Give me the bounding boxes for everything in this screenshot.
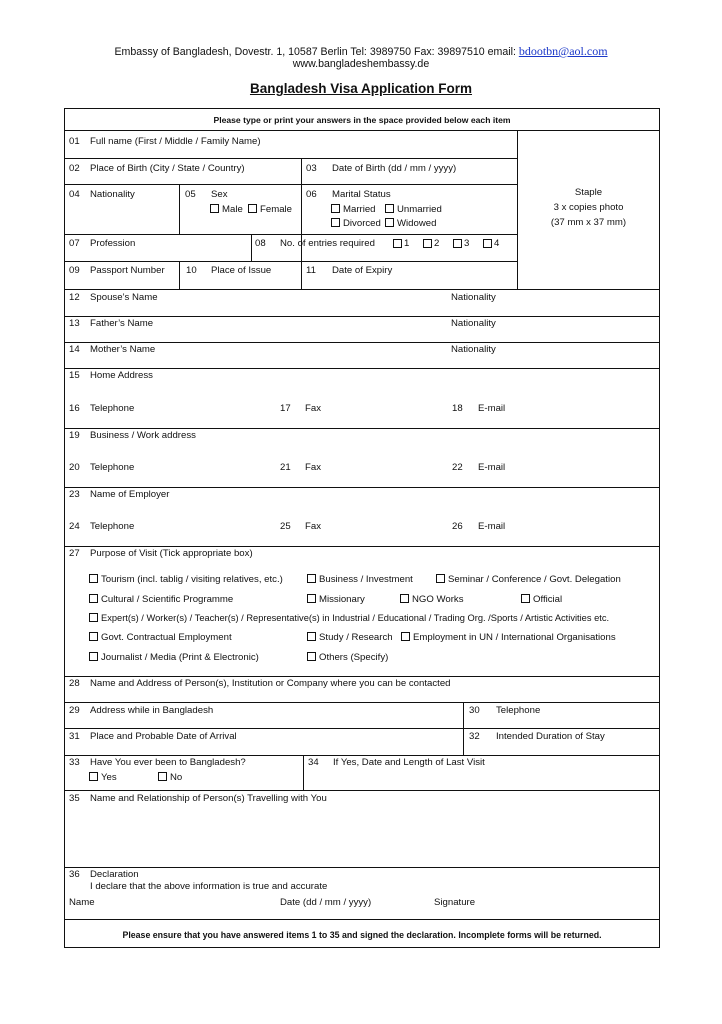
embassy-address-text: Embassy of Bangladesh, Dovestr. 1, 10587 Berlin Tel: 3989750 Fax: 39897510 email: [114, 46, 519, 58]
checkbox-experts[interactable] [89, 613, 98, 622]
label-journalist: Journalist / Media (Print & Electronic) [101, 652, 259, 663]
field-33-num: 33 [69, 757, 80, 768]
field-33-label: Have You ever been to Bangladesh? [90, 757, 246, 768]
field-24-num: 24 [69, 521, 80, 532]
field-17-num: 17 [280, 403, 291, 414]
field-26-label: E-mail [478, 521, 506, 532]
checkbox-unmarried[interactable] [385, 204, 394, 213]
field-14-nationality: Nationality [451, 344, 496, 355]
field-15-num: 15 [69, 370, 80, 381]
checkbox-un-employment[interactable] [401, 632, 410, 641]
divider [65, 342, 659, 343]
divider [65, 316, 659, 317]
checkbox-cultural[interactable] [89, 594, 98, 603]
email-link[interactable]: bdootbn@aol.com [518, 44, 608, 58]
label-entries-4: 4 [494, 238, 500, 249]
field-07-num: 07 [69, 238, 80, 249]
field-11-label: Date of Expiry [332, 265, 393, 276]
field-31-num: 31 [69, 731, 80, 742]
checkbox-seminar[interactable] [436, 574, 445, 583]
field-30-num: 30 [469, 705, 480, 716]
divider [65, 676, 659, 677]
divider [65, 234, 517, 235]
field-09-label: Passport Number [90, 265, 165, 276]
divider [65, 728, 659, 729]
checkbox-male[interactable] [210, 204, 219, 213]
field-06-label: Marital Status [332, 189, 391, 200]
field-12-nationality: Nationality [451, 292, 496, 303]
field-27-label: Purpose of Visit (Tick appropriate box) [90, 548, 253, 559]
divider [65, 289, 659, 290]
checkbox-entries-1[interactable] [393, 239, 402, 248]
checkbox-female[interactable] [248, 204, 257, 213]
label-tourism: Tourism (incl. tablig / visiting relatives, etc.) [101, 574, 283, 585]
field-14-num: 14 [69, 344, 80, 355]
checkbox-entries-4[interactable] [483, 239, 492, 248]
label-official: Official [533, 594, 563, 605]
field-29-label: Address while in Bangladesh [90, 705, 214, 716]
field-36-num: 36 [69, 869, 80, 880]
field-12-num: 12 [69, 292, 80, 303]
field-14-label: Mother’s Name [90, 344, 156, 355]
declaration-date: Date (dd / mm / yyyy) [280, 897, 372, 908]
field-22-num: 22 [452, 462, 463, 473]
field-19-num: 19 [69, 430, 80, 441]
field-16-label: Telephone [90, 403, 135, 414]
field-02-label: Place of Birth (City / State / Country) [90, 163, 245, 174]
field-18-label: E-mail [478, 403, 506, 414]
field-28-num: 28 [69, 678, 80, 689]
divider [65, 261, 517, 262]
label-govt-contractual: Govt. Contractual Employment [101, 632, 232, 643]
field-20-num: 20 [69, 462, 80, 473]
divider [463, 702, 464, 755]
checkbox-ngo[interactable] [400, 594, 409, 603]
checkbox-entries-3[interactable] [453, 239, 462, 248]
label-married: Married [343, 204, 376, 215]
label-divorced: Divorced [343, 218, 381, 229]
label-cultural: Cultural / Scientific Programme [101, 594, 234, 605]
label-unmarried: Unmarried [397, 204, 442, 215]
embassy-address [0, 44, 722, 59]
field-29-num: 29 [69, 705, 80, 716]
field-21-label: Fax [305, 462, 321, 473]
field-11-num: 11 [306, 265, 316, 276]
divider [65, 867, 659, 868]
label-missionary: Missionary [319, 594, 365, 605]
label-entries-3: 3 [464, 238, 470, 249]
checkbox-govt-contractual[interactable] [89, 632, 98, 641]
field-02-num: 02 [69, 163, 80, 174]
field-17-label: Fax [305, 403, 321, 414]
field-13-num: 13 [69, 318, 80, 329]
label-un-employment: Employment in UN / International Organisations [413, 632, 616, 643]
divider [251, 234, 252, 261]
checkbox-entries-2[interactable] [423, 239, 432, 248]
field-30-label: Telephone [496, 705, 541, 716]
label-study: Study / Research [319, 632, 393, 643]
field-01-label: Full name (First / Middle / Family Name) [90, 136, 261, 147]
divider [65, 546, 659, 547]
field-07-label: Profession [90, 238, 136, 249]
label-entries-1: 1 [404, 238, 410, 249]
field-16-num: 16 [69, 403, 80, 414]
checkbox-missionary[interactable] [307, 594, 316, 603]
field-27-num: 27 [69, 548, 80, 559]
photo-label-copies: 3 x copies photo [553, 202, 624, 213]
divider [65, 428, 659, 429]
field-21-num: 21 [280, 462, 291, 473]
field-10-label: Place of Issue [211, 265, 272, 276]
label-ngo: NGO Works [412, 594, 464, 605]
field-05-num: 05 [185, 189, 196, 200]
checkbox-study[interactable] [307, 632, 316, 641]
divider [303, 755, 304, 790]
divider [65, 487, 659, 488]
footer-notice: Please ensure that you have answered items 1 to 35 and signed the declaration. Incomplete forms will be returned. [122, 930, 602, 940]
divider [65, 158, 517, 159]
divider [65, 368, 659, 369]
declaration-signature: Signature [434, 897, 476, 908]
field-24-label: Telephone [90, 521, 135, 532]
divider [179, 184, 180, 234]
form-title: Bangladesh Visa Application Form [249, 81, 473, 96]
declaration-text: I declare that the above information is true and accurate [90, 881, 328, 892]
visa-form [64, 108, 660, 948]
divider [301, 261, 302, 289]
field-10-num: 10 [186, 265, 197, 276]
checkbox-tourism[interactable] [89, 574, 98, 583]
checkbox-official[interactable] [521, 594, 530, 603]
field-04-label: Nationality [90, 189, 135, 200]
field-15-label: Home Address [90, 370, 153, 381]
checkbox-divorced[interactable] [331, 218, 340, 227]
checkbox-married[interactable] [331, 204, 340, 213]
field-23-num: 23 [69, 489, 80, 500]
field-22-label: E-mail [478, 462, 506, 473]
checkbox-business[interactable] [307, 574, 316, 583]
label-male: Male [222, 204, 243, 215]
field-35-label: Name and Relationship of Person(s) Travelling with You [90, 793, 327, 804]
checkbox-visited-no[interactable] [158, 772, 167, 781]
field-32-label: Intended Duration of Stay [496, 731, 605, 742]
photo-label-staple: Staple [574, 187, 603, 198]
divider [65, 184, 517, 185]
field-03-num: 03 [306, 163, 317, 174]
field-06-num: 06 [306, 189, 317, 200]
field-13-nationality: Nationality [451, 318, 496, 329]
field-18-num: 18 [452, 403, 463, 414]
instructions: Please type or print your answers in the space provided below each item [213, 115, 511, 125]
field-23-label: Name of Employer [90, 489, 170, 500]
field-08-num: 08 [255, 238, 266, 249]
field-04-num: 04 [69, 189, 80, 200]
field-25-num: 25 [280, 521, 291, 532]
label-business: Business / Investment [319, 574, 413, 585]
field-05-label: Sex [211, 189, 228, 200]
field-19-label: Business / Work address [90, 430, 196, 441]
checkbox-widowed[interactable] [385, 218, 394, 227]
field-28-label: Name and Address of Person(s), Institution or Company where you can be contacted [90, 678, 451, 689]
label-others: Others (Specify) [319, 652, 389, 663]
field-35-num: 35 [69, 793, 80, 804]
field-31-label: Place and Probable Date of Arrival [90, 731, 237, 742]
divider [65, 130, 659, 131]
label-female: Female [260, 204, 292, 215]
label-experts: Expert(s) / Worker(s) / Teacher(s) / Representative(s) in Industrial / Educational / Trading Org. /Sports / Artistic Activities etc. [101, 613, 610, 623]
field-34-label: If Yes, Date and Length of Last Visit [333, 757, 485, 768]
declaration-name: Name [69, 897, 95, 908]
field-12-label: Spouse’s Name [90, 292, 158, 303]
label-entries-2: 2 [434, 238, 440, 249]
field-03-label: Date of Birth (dd / mm / yyyy) [332, 163, 457, 174]
divider [65, 755, 659, 756]
label-seminar: Seminar / Conference / Govt. Delegation [448, 574, 621, 585]
divider [65, 790, 659, 791]
divider [65, 702, 659, 703]
label-widowed: Widowed [397, 218, 437, 229]
checkbox-others[interactable] [307, 652, 316, 661]
field-09-num: 09 [69, 265, 80, 276]
label-visited-no: No [170, 772, 183, 783]
divider [65, 919, 659, 920]
field-13-label: Father’s Name [90, 318, 154, 329]
field-34-num: 34 [308, 757, 319, 768]
label-visited-yes: Yes [101, 772, 117, 783]
field-25-label: Fax [305, 521, 321, 532]
field-36-label: Declaration [90, 869, 139, 880]
field-01-num: 01 [69, 136, 80, 147]
divider [179, 261, 180, 289]
embassy-website: www.bangladeshembassy.de [292, 58, 430, 70]
checkbox-journalist[interactable] [89, 652, 98, 661]
field-20-label: Telephone [90, 462, 135, 473]
field-26-num: 26 [452, 521, 463, 532]
photo-label-size: (37 mm x 37 mm) [550, 217, 627, 228]
field-08-label: No. of entries required [280, 238, 375, 249]
field-32-num: 32 [469, 731, 480, 742]
checkbox-visited-yes[interactable] [89, 772, 98, 781]
